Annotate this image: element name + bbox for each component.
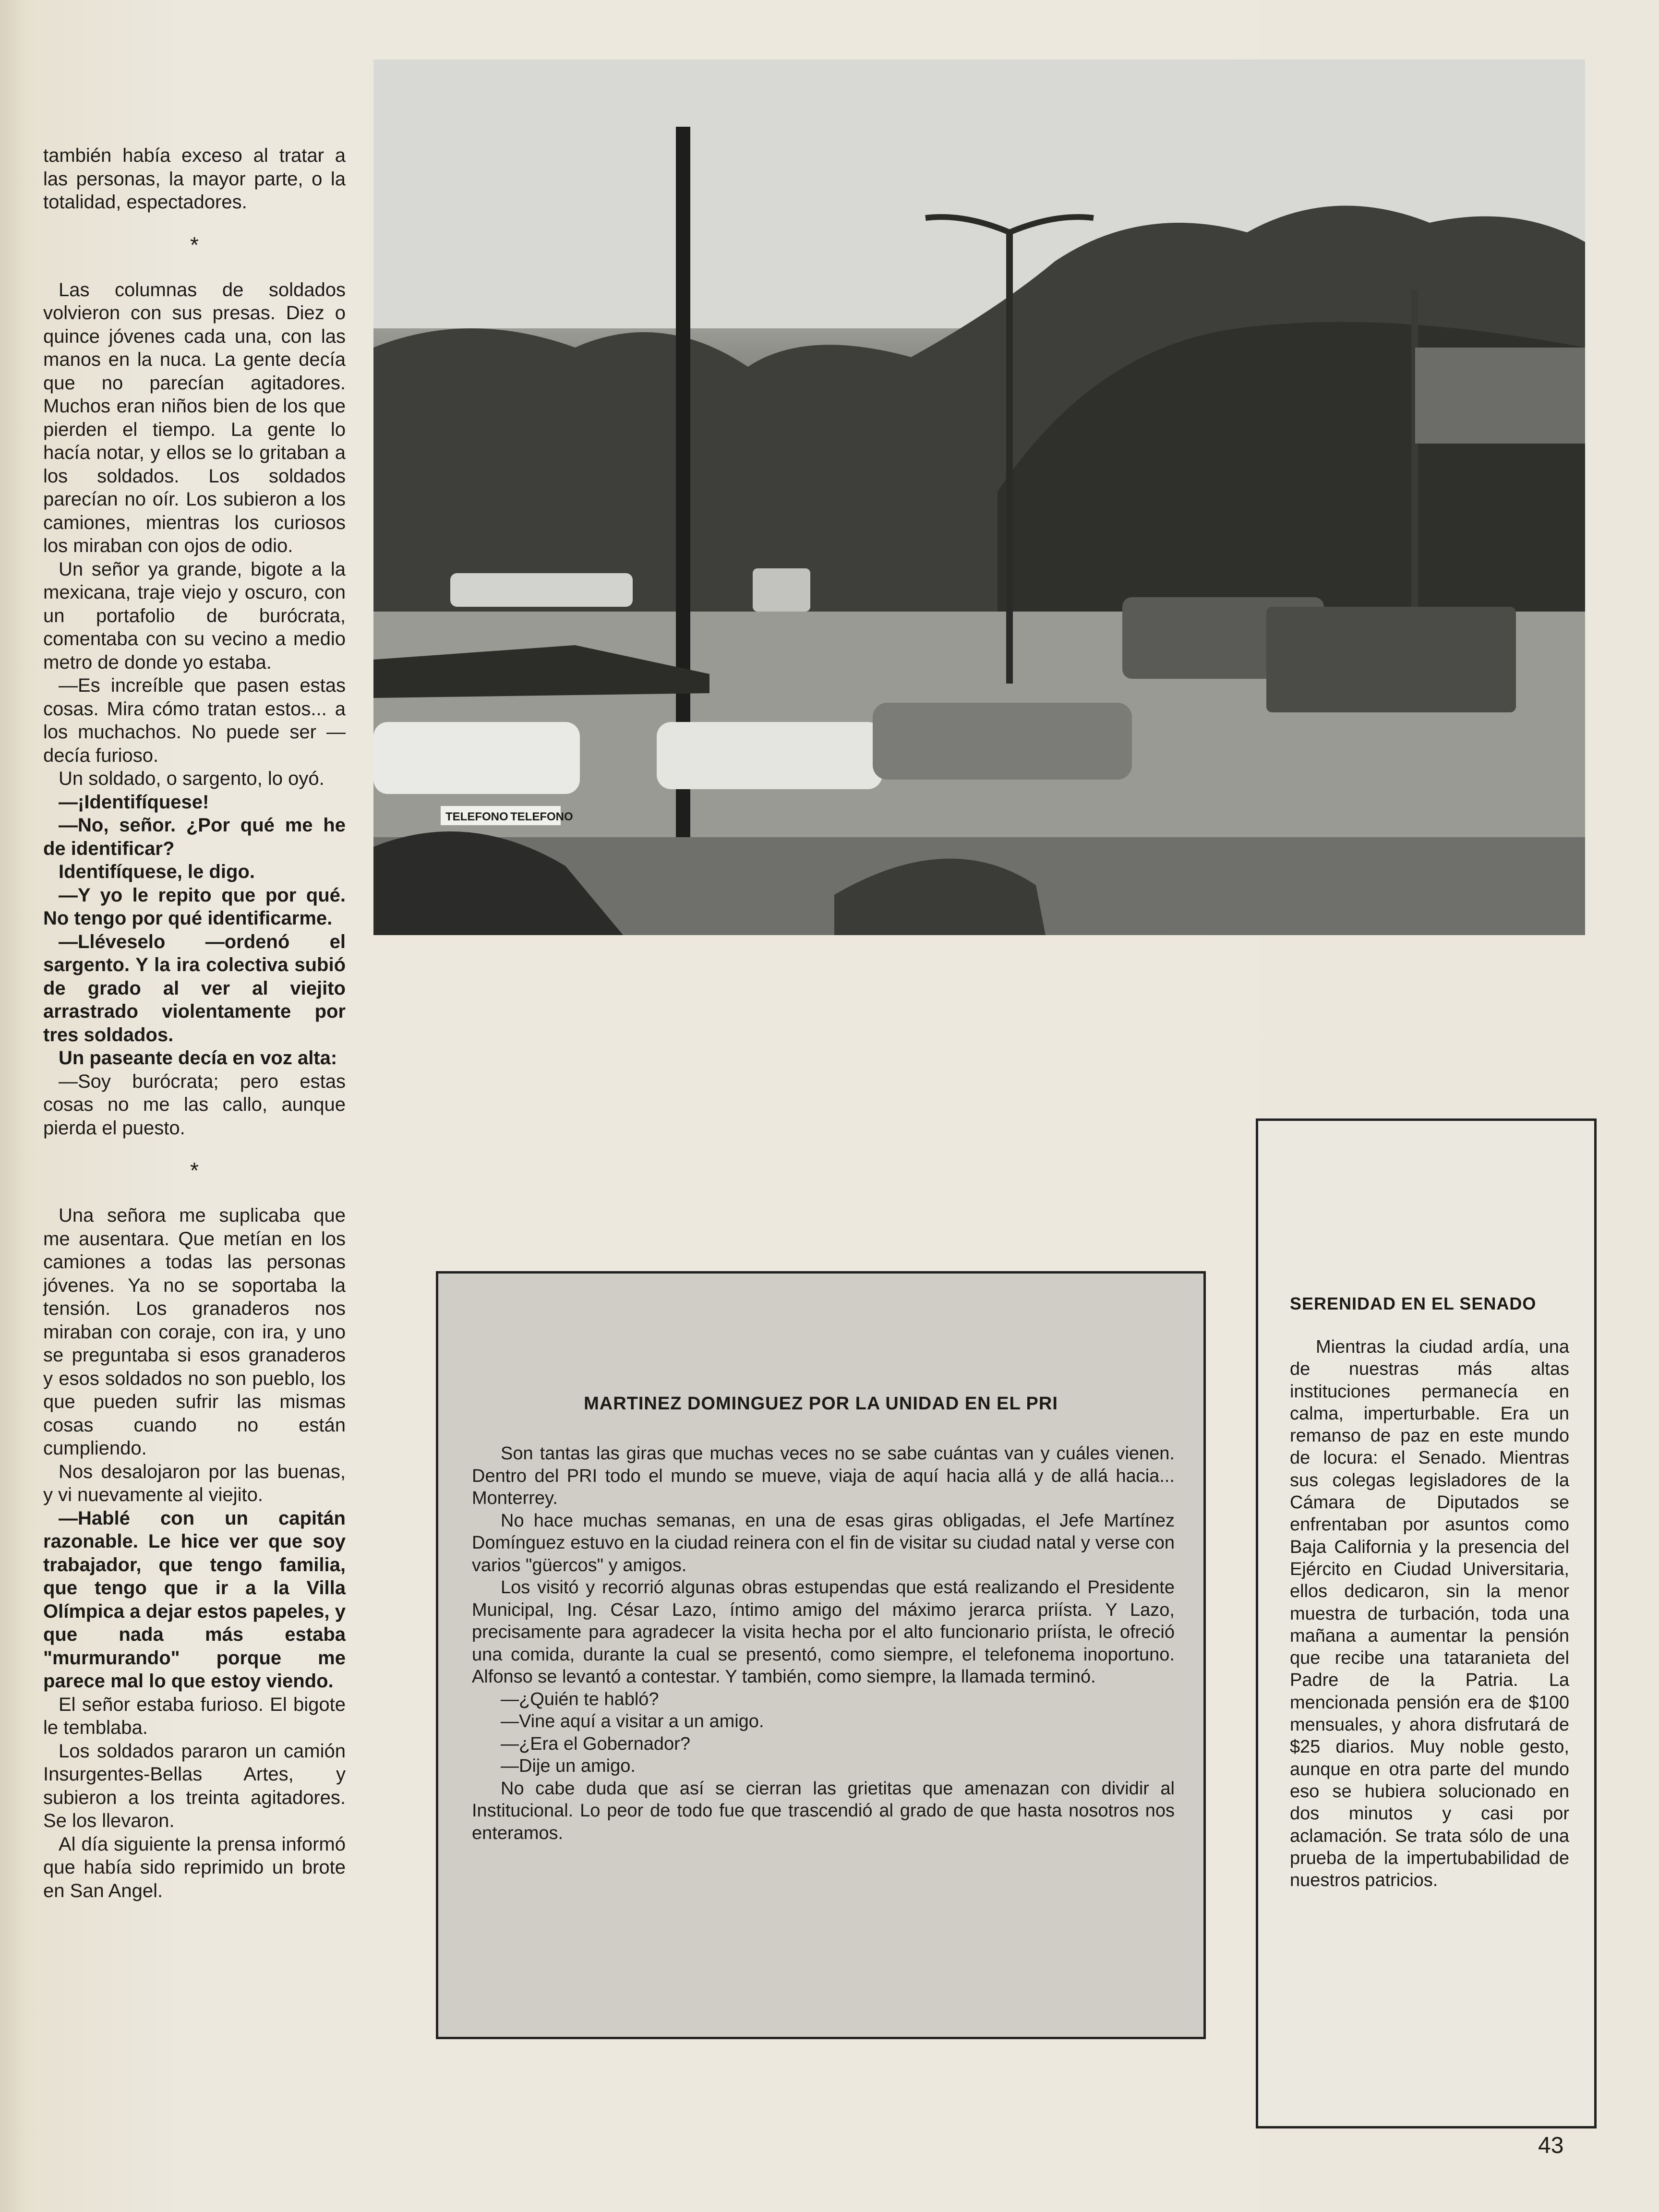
paragraph: Son tantas las giras que muchas veces no se sabe cuántas van y cuáles vienen. Dentro del PRI todo el mundo se mueve, viaja de aquí hacia allá y de allá hacia... Monterrey. — [472, 1443, 1175, 1508]
telephone-sign-2: TELEFONO — [510, 810, 573, 823]
paragraph: —¿Era el Gobernador? — [501, 1733, 690, 1754]
article-heading: SERENIDAD EN EL SENADO — [1290, 1294, 1537, 1313]
paragraph: —¿Quién te habló? — [501, 1689, 659, 1709]
article-body — [1290, 1336, 1569, 1891]
paragraph: —¡Identifíquese! — [59, 791, 209, 813]
paragraph: Identifíquese, le digo. — [59, 861, 255, 882]
paragraph: Un soldado, o sargento, lo oyó. — [59, 768, 325, 789]
section-divider-star: * — [190, 232, 199, 257]
paragraph: No hace muchas semanas, en una de esas giras obligadas, el Jefe Martínez Domínguez estuvo en la ciudad reinera con el fin de visitar su ciudad natal y verse con varios "güercos" y amigos. — [472, 1510, 1175, 1575]
article-heading: MARTINEZ DOMINGUEZ POR LA UNIDAD EN EL PRI — [584, 1394, 1058, 1414]
left-column-article — [43, 144, 346, 1902]
section-divider-star: * — [190, 1158, 199, 1183]
paragraph: Los visitó y recorrió algunas obras estupendas que está realizando el Presidente Municipal, Ing. César Lazo, íntimo amigo del máximo jerarca priísta. Y Lazo, precisamente para agradecer la visita hecha por el alto funcionario priísta, le ofreció una comida, durante la cual se presentó, como siempre, el telefonema inoportuno. Alfonso se levantó a contestar. Y también, como siempre, la llamada terminó. — [472, 1577, 1175, 1687]
paragraph: El señor estaba furioso. El bigote le temblaba. — [43, 1694, 346, 1738]
paragraph: Los soldados pararon un camión Insurgentes-Bellas Artes, y subieron a los treinta agitadores. Se los llevaron. — [43, 1740, 346, 1831]
photo-illustration — [373, 60, 1585, 935]
paragraph: Una señora me suplicaba que me ausentara. Que metían en los camiones a todas las personas jóvenes. Ya no se soportaba la tensión. Los granaderos nos miraban con coraje, con ira, y uno se preguntaba si esos granaderos y esos soldados no son pueblo, los que pueden sufrir las mismas cosas cuando no están cumpliendo. — [43, 1205, 346, 1459]
paragraph: —Lléveselo —ordenó el sargento. Y la ira colectiva subió de grado al ver al viejito arrastrado violentamente por tres soldados. — [43, 931, 346, 1046]
paragraph: —Es increíble que pasen estas cosas. Mira cómo tratan estos... a los muchachos. No puede ser —decía furioso. — [43, 675, 346, 766]
paragraph: —Vine aquí a visitar a un amigo. — [501, 1711, 764, 1731]
paragraph: Un señor ya grande, bigote a la mexicana, traje viejo y oscuro, con un portafolio de burócrata, comentaba con su vecino a medio metro de donde yo estaba. — [43, 558, 346, 673]
paragraph: —Y yo le repito que por qué. No tengo por qué identificarme. — [43, 884, 346, 929]
page-number: 43 — [1538, 2133, 1564, 2158]
telephone-sign-1: TELEFONO — [445, 810, 508, 823]
paragraph: No cabe duda que así se cierran las grietitas que amenazan con dividir al Institucional. Lo peor de todo fue que trascendió al grado de que hasta nosotros nos enteramos. — [472, 1778, 1175, 1843]
paragraph: —Dije un amigo. — [501, 1756, 636, 1776]
paragraph: —Soy burócrata; pero estas cosas no me las callo, aunque pierda el puesto. — [43, 1070, 346, 1139]
sidebar-article-box-right — [1256, 1118, 1597, 2128]
paragraph: Mientras la ciudad ardía, una de nuestras más altas instituciones permanecía en calma, imperturbable. Era un remanso de paz en este mundo de locura: el Senado. Mientras sus colegas legisladores de la Cámara de Diputados se enfrentaban por asuntos como Baja California y la presencia del Ejército en Ciudad Universitaria, ellos dedicaron, sin la menor muestra de turbación, toda una mañana a aumentar la pensión que recibe una tataranieta del Padre de la Patria. La mencionada pensión era de $100 mensuales, y ahora disfrutará de $25 diarios. Muy noble gesto, aunque en otra parte del mundo eso se hubiera solucionado en dos minutos y casi por aclamación. Se trata sólo de una prueba de la impertubabilidad de nuestros patricios. — [1290, 1337, 1569, 1891]
paragraph: Al día siguiente la prensa informó que había sido reprimido un brote en San Angel. — [43, 1833, 346, 1901]
street-scene-photo — [373, 60, 1585, 935]
article-body — [472, 1443, 1175, 1844]
paragraph: —Hablé con un capitán razonable. Le hice ver que soy trabajador, que tengo familia, que tengo que ir a la Villa Olímpica a dejar estos papeles, y que nada más estaba "murmurando" porque me parece mal lo que estoy viendo. — [43, 1507, 346, 1692]
sidebar-article-box — [436, 1271, 1206, 2039]
paragraph: Las columnas de soldados volvieron con sus presas. Diez o quince jóvenes cada una, con las manos en la nuca. La gente decía que no parecían agitadores. Muchos eran niños bien de los que pierden el tiempo. La gente lo hacía notar, y ellos se lo gritaban a los soldados. Los soldados parecían no oír. Los subieron a los camiones, mientras los curiosos los miraban con ojos de odio. — [43, 279, 346, 556]
paragraph: Nos desalojaron por las buenas, y vi nuevamente al viejito. — [43, 1461, 346, 1505]
paragraph: Un paseante decía en voz alta: — [59, 1047, 337, 1069]
paragraph: —No, señor. ¿Por qué me he de identificar? — [43, 815, 346, 859]
paragraph: también había exceso al tratar a las personas, la mayor parte, o la totalidad, espectadores. — [43, 145, 346, 213]
